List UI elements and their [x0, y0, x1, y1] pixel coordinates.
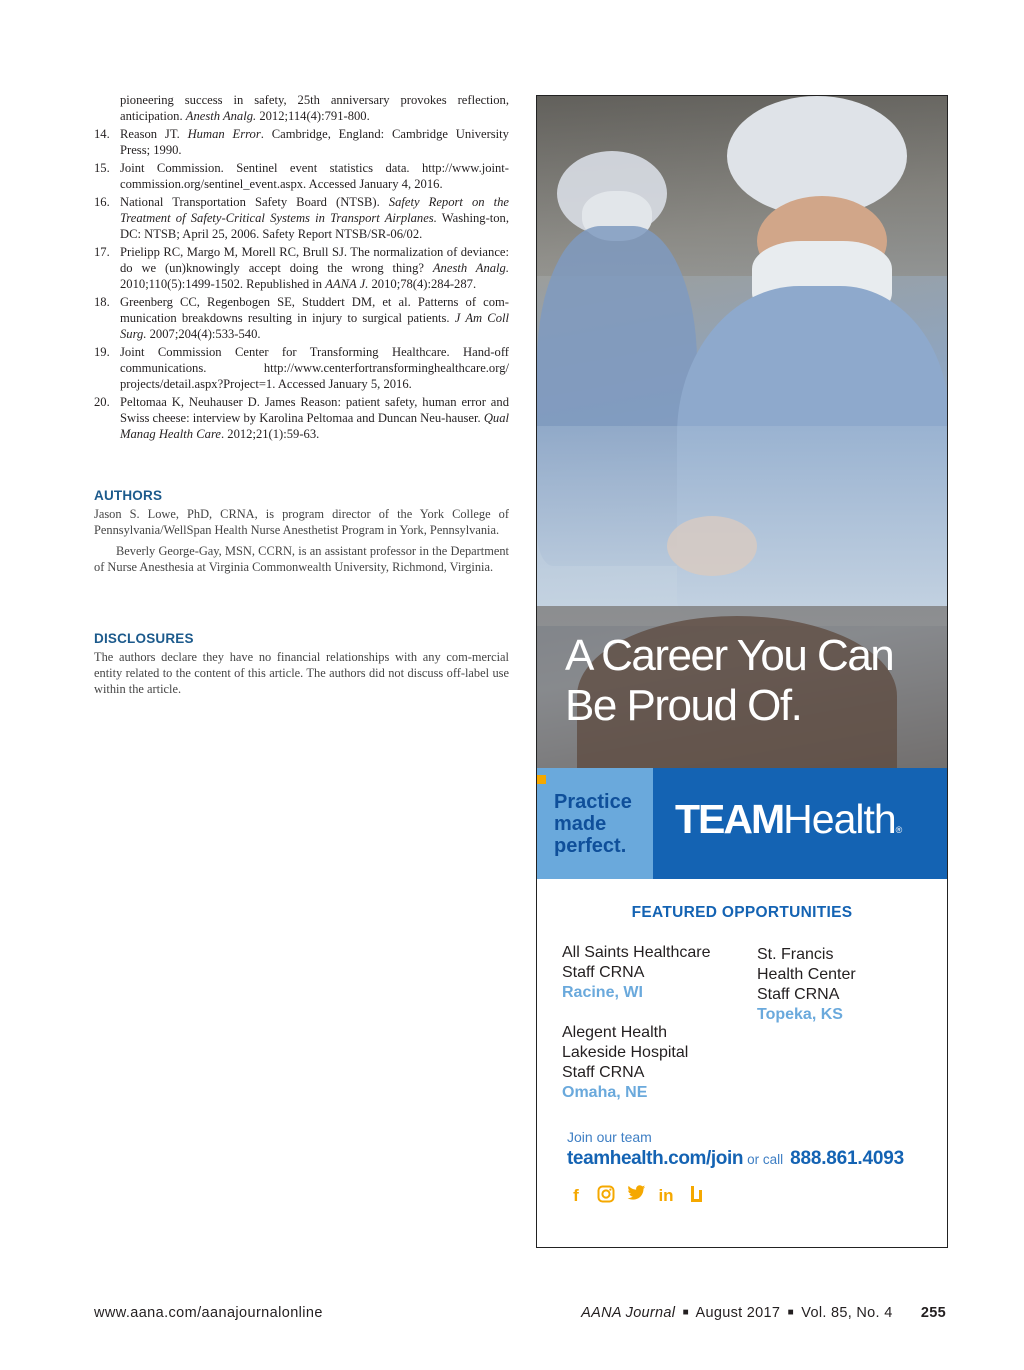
social-links — [565, 1185, 707, 1207]
authors-body — [94, 506, 509, 575]
opp-role: Staff CRNA — [757, 986, 840, 1003]
reference-text: pioneering success in safety, 25th anniversary provokes reflection, anticipation. Anesth Analg. 2012;114(4):791-800. — [120, 93, 509, 123]
reference-number: 18. — [94, 295, 110, 309]
reference-number: 14. — [94, 127, 110, 141]
footer-url: www.aana.com/aanajournalonline — [94, 1305, 323, 1321]
reference-number: 19. — [94, 345, 110, 359]
teamhealth-logo — [675, 796, 902, 843]
opportunity-topeka — [757, 945, 856, 1025]
reference-number: 17. — [94, 245, 110, 259]
opp-employer-line2: Health Center — [757, 966, 856, 983]
opp-employer: St. Francis — [757, 946, 834, 963]
disclosures-heading: DISCLOSURES — [94, 631, 194, 646]
disclosures-text: The authors declare they have no financial relationships with any com-mercial entity related to the content of this article. The authors did not discuss off-label use within the article. — [94, 650, 509, 696]
opp-location: Topeka, KS — [757, 1006, 843, 1023]
reference-item — [94, 394, 509, 442]
contact-line — [567, 1148, 904, 1170]
join-url-link[interactable]: teamhealth.com/join — [567, 1148, 744, 1169]
orange-square-mark — [537, 775, 546, 784]
separator: ■ — [682, 1307, 689, 1318]
opp-employer: All Saints Healthcare — [562, 944, 711, 961]
authors-heading: AUTHORS — [94, 488, 163, 503]
reference-text: National Transportation Safety Board (NTSB). Safety Report on the Treatment of Safety-Critical Systems in Transport Airplanes. Washing-ton, DC: NTSB; April 25, 2006. Safety Report NTSB/SR-06/02. — [120, 195, 509, 241]
featured-opportunities-heading: FEATURED OPPORTUNITIES — [631, 904, 853, 921]
volume-issue: Vol. 85, No. 4 — [801, 1305, 893, 1321]
phone-number[interactable]: 888.861.4093 — [790, 1148, 904, 1169]
slogan-line2: made — [554, 813, 607, 835]
logo-bold-text: TEAM — [675, 796, 784, 842]
brand-band — [537, 768, 947, 879]
join-our-team-text: Join our team — [567, 1129, 652, 1145]
issue-date: August 2017 — [695, 1305, 781, 1321]
page-number: 255 — [920, 1305, 946, 1321]
logo-light-text: Health — [783, 796, 896, 842]
ad-tagline-line2: Be Proud Of. — [565, 681, 802, 730]
disclosures-body — [94, 649, 509, 697]
linkedin-icon[interactable]: in — [658, 1186, 674, 1205]
reference-item — [94, 92, 509, 124]
opp-role: Staff CRNA — [562, 1064, 645, 1081]
teamhealth-advertisement — [536, 95, 948, 1248]
reference-text: Greenberg CC, Regenbogen SE, Studdert DM, et al. Patterns of com-munication breakdowns resulting in injury to surgical patients. J Am Coll Surg. 2007;204(4):533-540. — [120, 295, 509, 341]
reference-item — [94, 244, 509, 292]
reference-item — [94, 344, 509, 392]
author-bio-george-gay: Beverly George-Gay, MSN, CCRN, is an assistant professor in the Department of Nurse Anesthesia at Virginia Commonwealth University, Richmond, Virginia. — [94, 544, 509, 574]
opp-role: Staff CRNA — [562, 964, 645, 981]
facebook-icon[interactable]: f — [573, 1186, 579, 1205]
surgeons-photo — [537, 96, 947, 768]
or-call-text: or call — [747, 1152, 784, 1167]
journal-name: AANA Journal — [581, 1305, 676, 1321]
twitter-icon[interactable] — [625, 1185, 647, 1207]
glassdoor-icon[interactable] — [685, 1185, 707, 1207]
reference-item — [94, 294, 509, 342]
reference-text: Joint Commission. Sentinel event statistics data. http://www.joint-commission.org/sentinel_event.aspx. Accessed January 4, 2016. — [120, 161, 509, 191]
reference-text: Peltomaa K, Neuhauser D. James Reason: patient safety, human error and Swiss cheese: interview by Karolina Peltomaa and Duncan Neu-hauser. Qual Manag Health Care. 2012;21(1):59-63. — [120, 395, 509, 441]
author-bio-lowe: Jason S. Lowe, PhD, CRNA, is program director of the York College of Pennsylvania/WellSpan Health Nurse Anesthetist Program in York, Pennsylvania. — [94, 507, 509, 537]
reference-text: Prielipp RC, Margo M, Morell RC, Brull SJ. The normalization of deviance: do we (un)knowingly accept doing the wrong thing? Anesth Analg. 2010;110(5):1499-1502. Republished in AANA J. 2010;78(4):284-287. — [120, 245, 509, 291]
reference-text: Joint Commission Center for Transforming Healthcare. Hand-off communications. http://www.centerfortransforminghealthcare.org/ projects/detail.aspx?Project=1. Accessed January 5, 2016. — [120, 345, 509, 391]
instagram-icon[interactable] — [595, 1185, 617, 1207]
practice-slogan — [554, 791, 632, 857]
ad-tagline-line1: A Career You Can — [565, 631, 894, 680]
reference-list — [94, 92, 509, 442]
ad-tagline — [565, 631, 935, 731]
registered-mark: ® — [895, 825, 903, 835]
separator: ■ — [787, 1307, 794, 1318]
reference-item — [94, 194, 509, 242]
slogan-line1: Practice — [554, 791, 632, 813]
opp-location: Omaha, NE — [562, 1084, 648, 1101]
slogan-line3: perfect. — [554, 835, 627, 857]
logo-panel — [653, 768, 947, 879]
reference-text: Reason JT. Human Error. Cambridge, England: Cambridge University Press; 1990. — [120, 127, 509, 157]
reference-number: 16. — [94, 195, 110, 209]
opp-location: Racine, WI — [562, 984, 643, 1001]
reference-item — [94, 126, 509, 158]
reference-number: 15. — [94, 161, 110, 175]
footer-citation — [581, 1305, 946, 1321]
opportunity-omaha — [562, 1023, 688, 1103]
opp-employer: Alegent Health — [562, 1024, 667, 1041]
opportunity-racine — [562, 943, 711, 1003]
reference-number: 20. — [94, 395, 110, 409]
reference-item — [94, 160, 509, 192]
opp-employer-line2: Lakeside Hospital — [562, 1044, 689, 1061]
practice-made-perfect-box — [537, 768, 653, 879]
